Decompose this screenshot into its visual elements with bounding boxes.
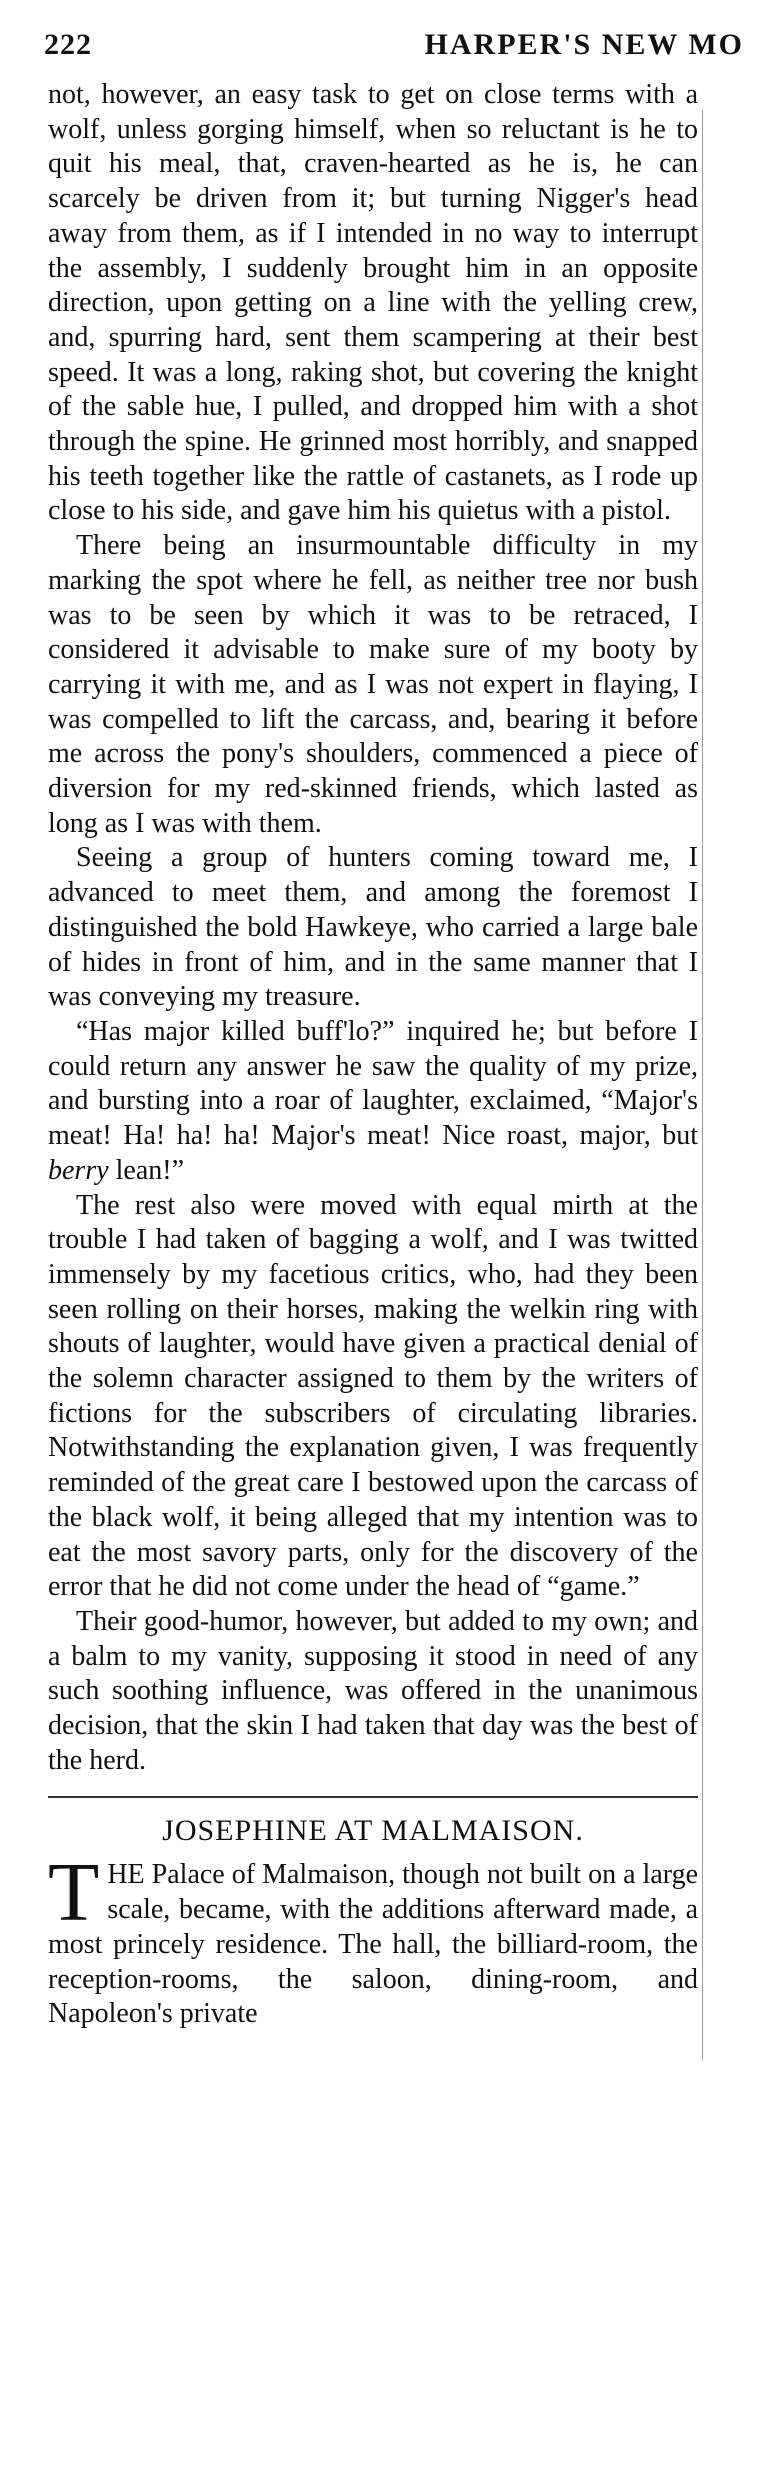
column-rule (702, 110, 703, 2060)
page-header (44, 28, 744, 70)
paragraph-3: Seeing a group of hunters coming toward me, I advanced to meet them, and among the foremost I distinguished the bold Hawkeye, who carried a large bale of hides in front of him, and in the same manner that I was conveying my treasure. (48, 842, 698, 1013)
italic-word: berry (48, 1154, 109, 1186)
paragraph-4 (48, 1015, 698, 1189)
opening-text: HE Palace of Malmaison, though not built on a large scale, became, with the additions afterward made, a most princely residence. The hall, the billiard-room, the reception-rooms, the saloon, dining-room, and Napoleon's private (48, 1859, 698, 2030)
paragraph-6: Their good-humor, however, but added to my own; and a balm to my vanity, supposing it stood in need of any such soothing influence, was offered in the unanimous decision, that the skin I had taken that day was the best of the herd. (48, 1605, 698, 1776)
paragraph-5: The rest also were moved with equal mirth at the trouble I had taken of bagging a wolf, and I was twitted immensely by my facetious critics, who, had they been seen rolling on their horses, making the welkin ring with shouts of laughter, would have given a practical denial of the solemn character assigned to them by the writers of fictions for the subscribers of circulating libraries. Notwithstanding the explanation given, I was frequently reminded of the great care I bestowed upon the carcass of the black wolf, it being alleged that my intention was to eat the most savory parts, only for the discovery of the error that he did not come under the head of “game.” (48, 1189, 698, 1603)
text-column (48, 78, 698, 2032)
paragraph-1: not, however, an easy task to get on close terms with a wolf, unless gorging himself, when so reluctant is he to quit his meal, that, craven-hearted as he is, he can scarcely be driven from it; but turning Nigger's head away from them, as if I intended in no way to interrupt the assembly, I suddenly brought him in an opposite direction, upon getting on a line with the yelling crew, and, spurring hard, sent them scampering at their best speed. It was a long, raking shot, but covering the knight of the sable hue, I pulled, and dropped him with a shot through the spine. He grinned most horribly, and snapped his teeth together like the rattle of castanets, as I rode up close to his side, and gave him his quietus with a pistol. (48, 79, 698, 527)
paragraph-2: There being an insurmountable difficulty in my marking the spot where he fell, as neither tree nor bush was to be seen by which it was to be retraced, I considered it advisable to make sure of my booty by carrying it with me, and as I was not expert in flaying, I was compelled to lift the carcass, and, bearing it before me across the pony's shoulders, commenced a piece of diversion for my red-skinned friends, which lasted as long as I was with them. (48, 530, 698, 839)
running-head: HARPER'S NEW MO (424, 28, 744, 61)
article-title: JOSEPHINE AT MALMAISON. (162, 1814, 584, 1848)
article-divider (48, 1796, 698, 1798)
page-number: 222 (44, 28, 92, 61)
article-opening-paragraph (48, 1846, 698, 2032)
paragraph-4-end: lean!” (115, 1154, 185, 1186)
drop-cap: T (48, 1846, 100, 1940)
paragraph-4-text: “Has major killed buff'lo?” inquired he; but before I could return any answer he saw the quality of my prize, and bursting into a roar of laughter, exclaimed, “Major's meat! Ha! ha! ha! Major's meat! Nice roast, major, but (48, 1015, 698, 1152)
